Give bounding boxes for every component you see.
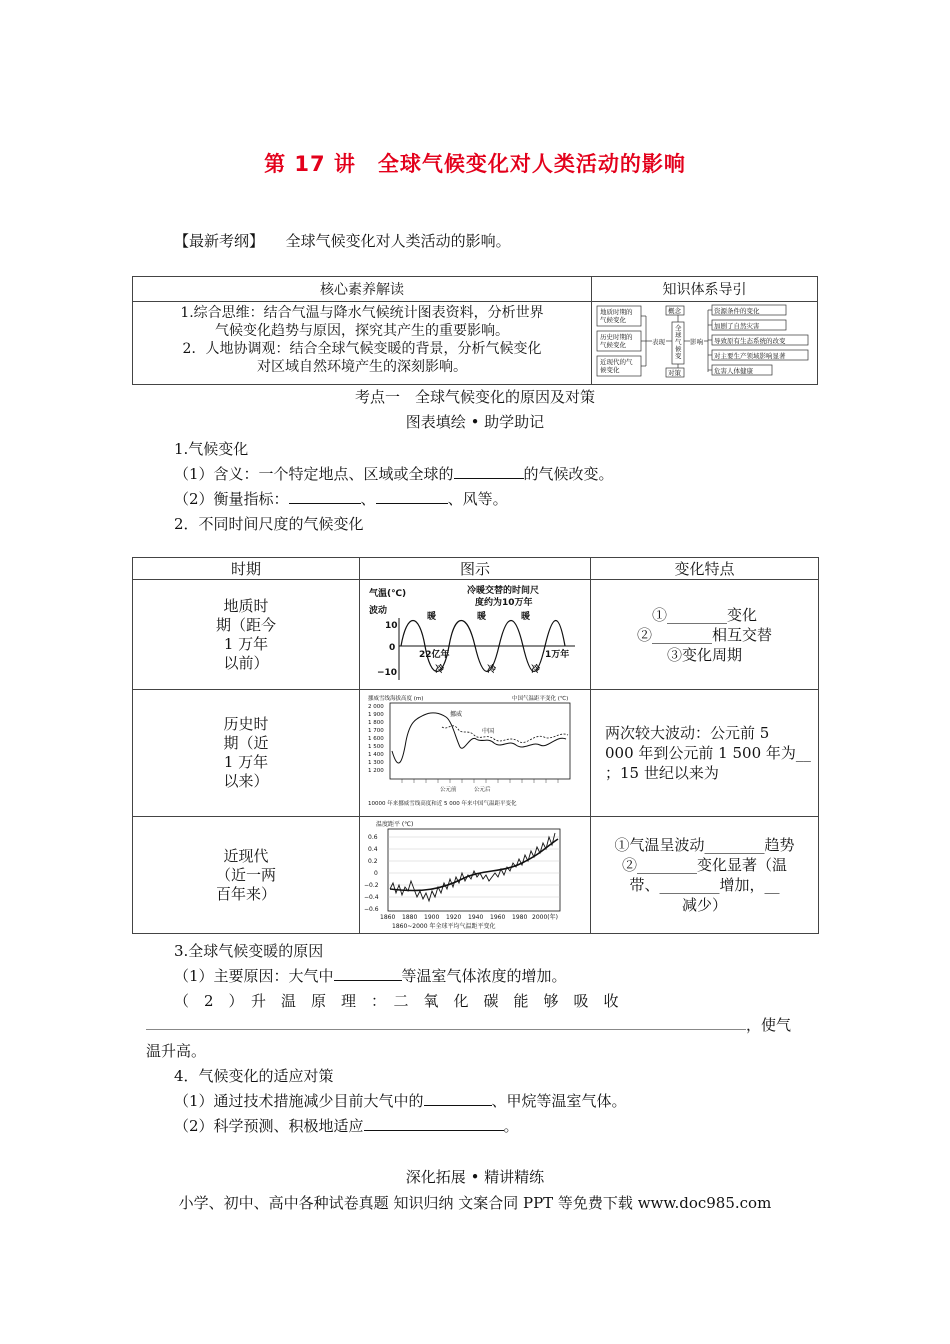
geo-tick-10: 10 [385,620,398,631]
features-modern [591,817,819,934]
q1-1-blank[interactable] [454,464,524,479]
literacy-table [132,276,818,385]
period-modern-line3: 百年来） [215,884,276,903]
diagram-result-3: 导致原有生态系统的改变 [714,337,786,345]
period-historic [133,690,360,817]
feat-modern-3: 带、________增加，__ [629,876,780,894]
table2-head-figure: 图示 [360,558,591,580]
mod-xtick-4: 1920 [446,914,462,921]
mod-xtick-8: 2000(年) [532,914,558,921]
period-historic-line1: 历史时 [223,715,269,733]
geo-tick-0: 0 [389,642,396,653]
q1-1-post: 的气候改变。 [523,465,614,483]
page-title: 第 17 讲 全球气候变化对人类活动的影响 [264,152,686,176]
mod-xtick-2: 1880 [402,914,418,921]
hist-ytick-4: 1 700 [368,728,384,734]
q3-2-blank[interactable] [146,1015,746,1030]
diagram-text-geologic-2: 气候变化 [600,316,626,324]
hist-ytick-2: 1 900 [368,712,384,718]
diagram-text-center-3: 气 [675,338,682,346]
hist-ytick-1: 2 000 [368,704,384,710]
hist-left-title: 挪威雪线海拔高度 (m) [368,696,424,702]
diagram-text-center-5: 变 [675,352,682,360]
period-geologic-line1: 地质时 [223,596,269,615]
literacy-content [133,302,592,385]
period-modern-line1: 近现代 [223,846,269,865]
q4-heading: 4．气候变化的适应对策 [174,1067,334,1085]
q4-1 [174,1090,627,1111]
geo-cold-3: 冷 [531,664,541,675]
mod-trend-line [390,839,558,891]
hist-norway-label: 挪威 [450,711,463,718]
diagram-text-center-2: 球 [675,331,682,339]
geo-warm-3: 暖 [521,611,531,622]
footer-ad: 小学、初中、高中各种试卷真题 知识归纳 文案合同 PPT 等免费下载 www.doc985.com [178,1194,772,1212]
literacy-item-1a: 1.综合思维：结合气温与降水气候统计图表资料，分析世界 [180,305,544,321]
literacy-item-2a: 2．人地协调观：结合全球气候变暖的背景，分析气候变化 [182,341,542,357]
geo-ylabel2: 波动 [369,605,388,616]
diagram-text-historic-2: 气候变化 [600,341,626,349]
q1-1 [174,463,614,484]
q1-2-blank-1[interactable] [289,489,361,504]
period-historic-line3: 1 万年 [223,753,269,771]
hist-right-title: 中国气温距平变化 (℃) [512,696,569,702]
q3-1-blank[interactable] [334,966,402,981]
period-historic-line2: 期（近 [223,734,269,752]
knowledge-diagram-cell [592,302,818,385]
q4-2-blank[interactable] [364,1116,504,1131]
period-geologic-line3: 1 万年 [223,634,269,653]
feat-geologic-2: ②________相互交替 [636,625,772,644]
knowledge-header: 知识体系导引 [592,277,818,302]
diagram-text-geologic-1: 地质时期的 [600,308,633,316]
period-historic-line4: 以来） [223,772,269,790]
diagram-text-show: 表现 [652,338,665,346]
diagram-text-modern-2: 候变化 [600,366,620,374]
table2-head-period: 时期 [133,558,360,580]
mod-ytick-7: −0.6 [364,906,379,913]
hist-ytick-7: 1 400 [368,752,384,758]
geo-ylabel: 气温(℃) [369,588,407,599]
q3-2-tail: ，使气 [746,1016,792,1034]
figure-modern-cell [360,817,591,934]
q1-2-pre: （2）衡量指标： [174,490,289,508]
mod-ylabel: 温度距平 (℃) [376,821,414,828]
geo-x-right: 1万年 [545,649,570,660]
q3-2-end: 温升高。 [146,1042,207,1060]
table2-row-geologic [133,580,819,690]
hist-plot-frame [390,703,570,779]
section-heading: 考点一 全球气候变化的原因及对策 [354,388,595,406]
figure-geologic-cell [360,580,591,690]
q3-1-post: 等温室气体浓度的增加。 [401,967,567,985]
extension-heading: 深化拓展 • 精讲精练 [405,1168,545,1186]
feat-historic-1: 两次较大波动：公元前 5 [605,724,770,742]
mod-ytick-5: −0.2 [364,882,379,889]
q3-heading: 3.全球气候变暖的原因 [174,942,324,960]
geo-cold-2: 冷 [487,664,497,675]
mod-xtick-1: 1860 [380,914,396,921]
mod-xtick-6: 1960 [490,914,506,921]
period-geologic [133,580,360,690]
outline-text: 全球气候变化对人类活动的影响。 [285,232,511,250]
historic-snowline-chart [362,691,588,811]
q1-1-pre: （1）含义：一个特定地点、区域或全球的 [174,465,454,483]
geo-warm-2: 暖 [477,611,487,622]
diagram-text-center-1: 全 [675,324,682,332]
mod-xtick-3: 1900 [424,914,440,921]
figure-historic-cell [360,690,591,817]
modern-temperature-chart [362,817,588,929]
diagram-text-historic-1: 历史时期的 [600,333,633,341]
diagram-result-2: 加剧了自然灾害 [714,322,760,330]
period-modern [133,817,360,934]
q4-2 [174,1115,519,1136]
hist-x-ticks [402,779,558,783]
hist-china-label: 中国 [482,728,495,735]
outline-label: 【最新考纲】 [174,232,265,250]
geo-tick-m10: −10 [377,667,398,678]
q1-2-blank-2[interactable] [376,489,448,504]
mod-caption: 1860~2000 年全球平均气温距平变化 [392,923,496,929]
q3-2-line2 [146,1014,791,1035]
q2-heading: 2．不同时间尺度的气候变化 [174,515,364,533]
mod-xtick-7: 1980 [512,914,528,921]
diagram-text-measures: 对策 [668,369,681,377]
mod-ytick-2: 0.4 [368,846,378,853]
hist-ytick-6: 1 500 [368,744,384,750]
q3-1 [174,965,567,986]
geo-note-1: 冷暖交替的时间尺 [467,585,540,596]
geo-warm-1: 暖 [427,611,437,622]
table2-header-row [133,558,819,580]
feat-modern-1: ①气温呈波动________趋势 [614,836,795,854]
diagram-text-impact: 影响 [690,338,703,346]
feat-historic-2: 000 年到公元前 1 500 年为__ [605,744,811,762]
hist-china-line [442,726,568,743]
hist-ytick-5: 1 600 [368,736,384,742]
feat-modern-2: ②________变化显著（温 [621,856,787,874]
features-geologic [591,580,819,690]
literacy-item-1b: 气候变化趋势与原因，探究其产生的重要影响。 [215,323,509,339]
hist-xlabel-b: 公元后 [474,787,491,793]
knowledge-diagram [596,304,812,378]
feat-geologic-3: ③变化周期 [666,645,742,664]
diagram-result-1: 资源条件的变化 [714,307,760,315]
geologic-temperature-chart [365,582,585,684]
q3-2: （ 2 ） 升 温 原 理 ： 二 氧 化 碳 能 够 吸 收 [174,992,619,1010]
mod-ytick-3: 0.2 [368,858,378,865]
mod-ytick-4: 0 [374,870,378,877]
section-subheading: 图表填绘 • 助学助记 [405,413,545,431]
hist-ytick-9: 1 200 [368,768,384,774]
diagram-result-5: 危害人体健康 [714,367,753,375]
q4-1-blank[interactable] [424,1091,492,1106]
q1-2-sep: 、 [360,490,376,508]
diagram-text-concept: 概念 [668,307,681,315]
period-geologic-line2: 期（距今 [215,615,276,634]
feat-geologic-1: ①________变化 [651,605,757,624]
table2-row-modern [133,817,819,934]
diagram-result-boxes [708,305,808,375]
hist-caption: 10000 年来挪威雪线高度和近 5 000 年来中国气温距平变化 [368,801,517,807]
literacy-item-2b: 对区域自然环境产生的深刻影响。 [257,359,467,375]
features-historic [591,690,819,817]
feat-modern-4: 减少） [681,896,727,914]
feat-historic-3: ；15 世纪以来为 [605,764,719,782]
mod-xtick-5: 1940 [468,914,484,921]
q1-heading: 1.气候变化 [174,440,249,458]
hist-ytick-3: 1 800 [368,720,384,726]
mod-ytick-6: −0.4 [364,894,379,901]
diagram-text-modern-1: 近现代的气 [600,358,633,366]
outline-line [174,230,511,251]
climate-change-table [132,557,819,934]
period-geologic-line4: 以前） [223,653,269,672]
hist-norway-line [392,713,566,763]
q4-1-pre: （1）通过技术措施减少目前大气中的 [174,1092,424,1110]
diagram-text-center-4: 候 [675,345,682,353]
hist-xlabel-a: 公元前 [440,787,457,793]
q1-2 [174,488,508,509]
period-modern-line2: （近一两 [215,865,276,884]
geo-note-2: 度约为10万年 [475,597,533,608]
table2-row-historic [133,690,819,817]
q4-2-post: 。 [503,1117,519,1135]
diagram-result-4: 对主要生产领域影响显著 [714,352,786,360]
q4-1-post: 、甲烷等温室气体。 [491,1092,627,1110]
geo-x-left: 22亿年 [419,649,450,660]
q4-2-pre: （2）科学预测、积极地适应 [174,1117,364,1135]
hist-ytick-8: 1 300 [368,760,384,766]
table2-head-features: 变化特点 [591,558,819,580]
literacy-header: 核心素养解读 [133,277,592,302]
q3-1-pre: （1）主要原因：大气中 [174,967,334,985]
q1-2-post: 、风等。 [447,490,508,508]
mod-ytick-1: 0.6 [368,834,378,841]
geo-cold-1: 冷 [435,664,445,675]
